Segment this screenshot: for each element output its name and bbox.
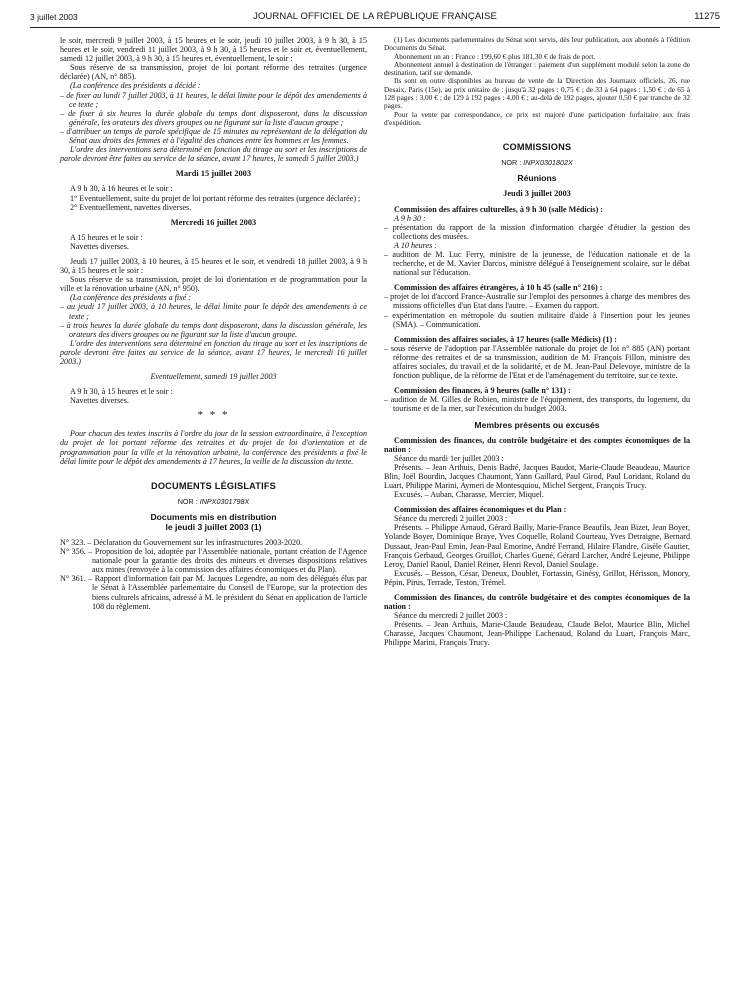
conference-fixed: (La conférence des présidents a fixé : — [70, 293, 192, 303]
members-present: Présents. – Jean Arthuis, Denis Badré, Jacques Baudot, Marie-Claude Beaudeau, Maurice Blin, Joël Bourdin, Jacques Chaumont, Yann Gaillard, Paul Girod, Paul Loridant, Roland du Luart, Philippe Marini, Aymeri de Montesquiou, Michel Sergent, François Trucy. — [384, 462, 690, 490]
samedi-time: A 9 h 30, à 15 heures et le soir : — [70, 387, 173, 397]
fixed-item: – au jeudi 17 juillet 2003, à 10 heures, le délai limite pour le dépôt des amendements à ce texte ; — [60, 302, 367, 321]
agenda-item: – sous réserve de l'adoption par l'Assemblée nationale du projet de loi n° 885 (AN) portant réforme des retraites et de sa transmission, audition de M. François Fillon, ministre des affaires sociales, du travail et de la solidarité, et de M. Jean-Paul Delevoye, ministre de la fonction publique, de la réforme de l'Etat et de l'aménagement du territoire, sur ce texte. — [384, 343, 690, 381]
intro-schedule: le soir, mercredi 9 juillet 2003, à 15 heures et le soir, jeudi 10 juillet 2003, à 9 h 30, à 15 heures et le soir, vendredi 11 juillet 2003, à 9 h 30, à 15 heures et le soir et, éventuellement, samedi 12 juillet 2003, à 9 h 30, à 15 heures et, éventuellement, le soir : — [60, 36, 367, 64]
day-heading-jeudi: Jeudi 3 juillet 2003 — [503, 189, 571, 199]
day-heading-samedi: Eventuellement, samedi 19 juillet 2003 — [150, 372, 277, 382]
commission-etrangeres: Commission des affaires étrangères, à 10 h 45 (salle n° 216) : — [394, 283, 603, 293]
document-item: N° 323. – Déclaration du Gouvernement sur les infrastructures 2003-2020. — [60, 537, 303, 547]
agenda-item: – projet de loi d'accord France-Australie sur l'emploi des personnes à charge des membres des missions officielles d'un Etat dans l'autre. – Examen du rapport. — [384, 292, 690, 311]
samedi-item: Navettes diverses. — [70, 396, 129, 406]
members-excused: Excusés. – Besson, César, Deneux, Doublet, Fortassin, Ginésy, Grillot, Hérisson, Monory, Pépin, Pirus, Terrade, Teston, Trémel. — [384, 568, 690, 587]
decision-note: L'ordre des interventions sera déterminé en fonction du tirage au sort et les inscriptions de parole devront être faites au service de la séance, avant 17 heures, le samedi 5 juillet 2003.) — [60, 145, 367, 164]
mardi-time: A 9 h 30, à 16 heures et le soir : — [70, 184, 173, 194]
mercredi-item: Navettes diverses. — [70, 241, 129, 251]
nor-reference: NOR : INPX0301802X — [501, 158, 573, 168]
fixed-item: – à trois heures la durée globale du temps dont disposeront, dans la discussion générale, les orateurs des divers groupes ou ne figurant sur la liste d'aucun groupe. — [60, 320, 367, 339]
membres-heading: Membres présents ou excusés — [474, 419, 600, 430]
seance-date: Séance du mercredi 2 juillet 2003 : — [394, 611, 508, 621]
page-header — [30, 10, 720, 26]
jeudi-project: Sous réserve de sa transmission, projet de loi d'orientation et de programmation pour la ville et la rénovation urbaine (AN, n° 950). — [60, 275, 367, 294]
mardi-item: 2° Eventuellement, navettes diverses. — [70, 202, 192, 212]
members-present: Présents. – Jean Arthuis, Marie-Claude Beaudeau, Claude Belot, Maurice Blin, Michel Charasse, Jacques Chaumont, Jean-Philippe Lachenaud, Roland du Luart, François Marc, Philippe Marini, François Trucy. — [384, 620, 690, 648]
commission-culturelles: Commission des affaires culturelles, à 9 h 30 (salle Médicis) : — [394, 204, 603, 214]
agenda-item: – expérimentation en métropole du soutien militaire d'aide à l'insertion pour les jeunes (SMA). – Communication. — [384, 310, 690, 329]
membres-commission: Commission des finances, du contrôle budgétaire et des comptes économiques de la nation : — [384, 435, 690, 454]
mail-order: Pour la vente par correspondance, ce prix est majoré d'une participation forfaitaire aux frais d'expédition. — [384, 109, 690, 127]
seance-date: Séance du mardi 1er juillet 2003 : — [394, 453, 504, 463]
section-stars: * * * — [197, 409, 230, 422]
right-column — [384, 36, 690, 648]
decision-item: – de fixer au lundi 7 juillet 2003, à 11 heures, le délai limite pour le dépôt des amendements à ce texte ; — [60, 90, 367, 109]
decision-item: – d'attribuer un temps de parole spécifique de 15 minutes au représentant de la délégation du Sénat aux droits des femmes et à l'égalité des chances entre les hommes et les femmes. — [60, 126, 367, 146]
page-number: 11275 — [694, 11, 720, 22]
docs-subtitle: Documents mis en distribution — [150, 511, 277, 522]
reunions-heading: Réunions — [517, 173, 557, 184]
membres-commission: Commission des finances, du contrôle budgétaire et des comptes économiques de la nation : — [384, 593, 690, 612]
time-slot: A 10 heures : — [394, 240, 437, 250]
header-date: 3 juillet 2003 — [30, 12, 78, 22]
seance-date: Séance du mercredi 2 juillet 2003 : — [394, 514, 508, 524]
footnote: (1) Les documents parlementaires du Sénat sont servis, dès leur publication, aux abonnés à l'édition Documents du Sénat. — [384, 35, 690, 53]
docs-subtitle-date: le jeudi 3 juillet 2003 (1) — [165, 521, 262, 532]
closing-note: Pour chacun des textes inscrits à l'ordre du jour de la session extraordinaire, à l'exception du projet de loi portant réforme des retraites et du projet de loi d'orientation et de programmation pour la ville et la rénovation urbaine, la conférence des présidents a fixé le délai limite pour le dépôt des amendements à 17 heures, la veille de la discussion du texte. — [60, 429, 367, 466]
commission-finances: Commission des finances, à 9 heures (salle n° 131) : — [394, 386, 571, 396]
day-heading-mercredi: Mercredi 16 juillet 2003 — [170, 217, 257, 227]
subscription-abroad: Abonnement annuel à destination de l'étranger : paiement d'un supplément modulé selon la zone de destination, tarif sur demande. — [384, 59, 690, 78]
section-title-documents: DOCUMENTS LÉGISLATIFS — [151, 480, 276, 491]
fixed-note: L'ordre des interventions sera déterminé en fonction du tirage au sort et les inscriptions de parole devront être faites au service de la séance, avant 17 heures, le mercredi 16 juillet 2003.) — [60, 338, 367, 366]
members-present: Présents. – Philippe Arnaud, Gérard Bailly, Marie-France Beaufils, Jean Bizet, Jean Boyer, Yolande Boyer, Dominique Braye, Yves Coquelle, Roland Courteau, Yves Detraigne, Bernard Dussaut, Jean-Paul Emin, Jean-Paul Emorine, André Ferrand, Hilaire Flandre, Gisèle Gautier, François Gerbaud, Georges Gruillot, Charles Guené, Gérard Larcher, André Lejeune, Philippe Leroy, Daniel Raoul, Daniel Reiner, Henri Revol, Daniel Soulage. — [384, 523, 690, 569]
time-slot: A 9 h 30 : — [394, 213, 426, 223]
sale-prices: Ils sont en outre disponibles au bureau de vente de la Direction des Journaux officiels, 26, rue Desaix, Paris (15e), au prix unitaire de : jusqu'à 32 pages : 0,75 € ; de 33 à 64 pages : 1,50 € ; de 65 à 128 pages : 3,00 € ; de 129 à 192 pages : 4,00 € ; au-delà de 192 pages, ajouter 0,50 € par tranche de 32 pages. — [384, 76, 690, 111]
subscription-france: Abonnement un an : France : 199,60 € plus 181,30 € de frais de port. — [394, 51, 596, 61]
decision-item: – de fixer à six heures la durée globale du temps dont disposeront, dans la discussion générale, les orateurs des divers groupes ou ne figurant sur la liste d'aucun groupe ; — [60, 108, 367, 127]
commission-sociales: Commission des affaires sociales, à 17 heures (salle Médicis) (1) : — [394, 334, 617, 344]
section-title-commissions: COMMISSIONS — [502, 142, 572, 153]
document-item: N° 356. – Proposition de loi, adoptée par l'Assemblée nationale, portant création de l'Agence nationale pour la garantie des droits des mineurs et diverses dispositions relatives aux mines (renvoyée à la commission des affaires économiques et du Plan). — [60, 547, 367, 575]
conference-decision: (La conférence des présidents a décidé : — [70, 81, 201, 91]
mercredi-time: A 15 heures et le soir : — [70, 232, 143, 242]
mardi-item: 1° Eventuellement, suite du projet de loi portant réforme des retraites (urgence déclarée) ; — [70, 193, 361, 203]
agenda-item: – présentation du rapport de la mission d'information chargée d'étudier la gestion des collections des musées. — [384, 222, 690, 241]
agenda-item: – audition de M. Luc Ferry, ministre de la jeunesse, de l'éducation nationale et de la recherche, et de M. Xavier Darcos, ministre délégué à l'enseignement scolaire, sur le débat national sur l'éducation. — [384, 250, 690, 278]
nor-reference: NOR : INPX0301798X — [177, 496, 250, 506]
intro-project: Sous réserve de sa transmission, projet de loi portant réforme des retraites (urgence déclarée) (AN, n° 885). — [60, 63, 367, 82]
members-excused: Excusés. – Auban, Charasse, Mercier, Miquel. — [394, 490, 544, 500]
jeudi-schedule: Jeudi 17 juillet 2003, à 10 heures, à 15 heures et le soir, et vendredi 18 juillet 2003, à 9 h 30, à 15 heures et le soir : — [60, 256, 367, 276]
document-item: N° 361. – Rapport d'information fait par M. Jacques Legendre, au nom des délégués élus par le Sénat à l'Assemblée parlementaire du Conseil de l'Europe, sur la protection des biens culturels africains, adressé à M. le président du Sénat en application de l'article 108 du règlement. — [60, 574, 367, 611]
left-column — [60, 36, 367, 611]
journal-title: JOURNAL OFFICIEL DE LA RÉPUBLIQUE FRANÇAISE — [253, 11, 497, 22]
day-heading-mardi: Mardi 15 juillet 2003 — [175, 169, 252, 179]
membres-commission: Commission des affaires économiques et du Plan : — [394, 505, 567, 515]
agenda-item: – audition de M. Gilles de Robien, ministre de l'équipement, des transports, du logement, du tourisme et de la mer, sur l'exécution du budget 2003. — [384, 395, 690, 414]
header-rule — [30, 27, 720, 28]
